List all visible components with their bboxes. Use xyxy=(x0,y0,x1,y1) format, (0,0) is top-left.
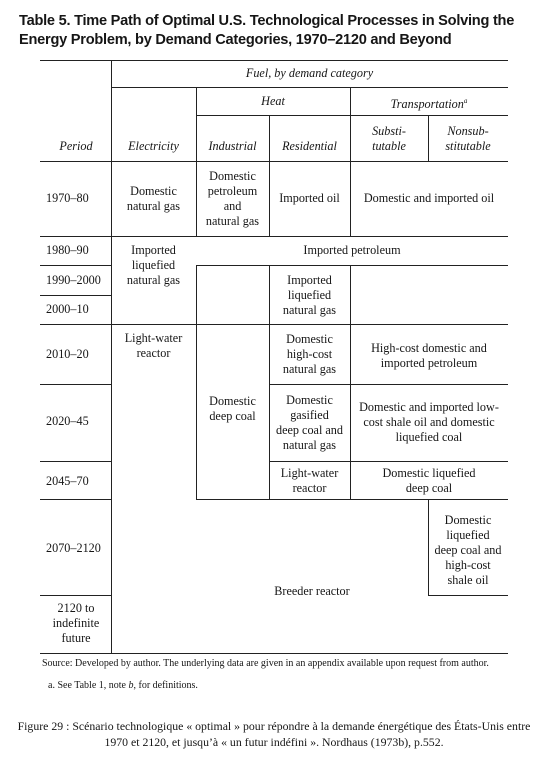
header-transportation: Transportation$^a$ xyxy=(390,97,468,112)
period-1970-80: 1970–80 xyxy=(46,191,89,205)
rule-1990 xyxy=(40,295,112,296)
rule-2020 xyxy=(40,461,112,462)
cell-residential-2045: Light-water reactor xyxy=(280,466,339,495)
col-electricity-rule-b xyxy=(196,265,197,499)
rule-nonsub-bottom xyxy=(428,595,508,596)
period-2000-10: 2000–10 xyxy=(46,302,89,316)
period-1990-2000: 1990–2000 xyxy=(46,273,101,287)
table-source: Source: Developed by author. The underlying data are given in an appendix available upon request from author. xyxy=(42,658,489,669)
rule-1980-heat xyxy=(196,265,508,266)
header-substitutable: Substi- tutable xyxy=(372,124,406,153)
table-title: Table 5. Time Path of Optimal U.S. Technological Processes in Solving the Energy Problem, by Demand Categories, 1970–2120 and Beyond xyxy=(19,13,515,48)
header-nonsubstitutable: Nonsub- stitutable xyxy=(445,124,491,153)
header-residential: Residential xyxy=(282,139,337,153)
col-industrial-rule-a xyxy=(269,115,270,236)
cell-residential-1970: Imported oil xyxy=(279,191,340,205)
rule-2020-res xyxy=(269,461,508,462)
table-footnote: a. See Table 1, note b, for definitions. xyxy=(48,680,198,691)
cell-electricity-1980: Imported liquefied natural gas xyxy=(126,243,181,287)
col-residential-rule-b xyxy=(350,265,351,499)
cell-electricity-1970: Domestic natural gas xyxy=(126,184,181,213)
header-industrial: Industrial xyxy=(208,139,257,153)
header-fuel: Fuel, by demand category xyxy=(245,66,374,80)
header-heat: Heat xyxy=(261,94,285,108)
period-2045-70: 2045–70 xyxy=(46,474,89,488)
rule-bottom xyxy=(40,653,508,654)
header-period: Period xyxy=(59,139,93,153)
cell-breeder-reactor: Breeder reactor xyxy=(274,584,350,598)
header-electricity: Electricity xyxy=(128,139,179,153)
period-2120-indefinite: 2120 to indefinite future xyxy=(52,601,100,645)
cell-nonsubstitutable-2070: Domestic liquefied deep coal and high-cost shale oil xyxy=(434,513,502,587)
period-2010-20: 2010–20 xyxy=(46,347,89,361)
period-1980-90: 1980–90 xyxy=(46,243,89,257)
rule-2070 xyxy=(40,595,112,596)
cell-industrial-1970: Domestic petroleum and natural gas xyxy=(205,169,260,228)
cell-transportation-2010: High-cost domestic and imported petroleum xyxy=(371,341,487,370)
period-2020-45: 2020–45 xyxy=(46,414,89,428)
rule-heat xyxy=(196,115,508,116)
cell-electricity-2000: Light-water reactor xyxy=(124,331,183,360)
cell-transportation-2020: Domestic and imported low- cost shale oil and domestic liquefied coal xyxy=(359,400,499,444)
cell-heat-1980: Imported petroleum xyxy=(303,243,401,257)
rule-2045-heat xyxy=(196,499,508,500)
rule-2010 xyxy=(40,384,112,385)
rule-fuel xyxy=(111,87,508,88)
cell-residential-2020: Domestic gasified deep coal and natural gas xyxy=(276,393,343,452)
rule-1980 xyxy=(40,265,112,266)
cell-transportation-2045: Domestic liquefied deep coal xyxy=(382,466,476,495)
cell-transportation-1970: Domestic and imported oil xyxy=(363,191,495,205)
cell-residential-1990: Imported liquefied natural gas xyxy=(282,273,337,317)
period-2070-2120: 2070–2120 xyxy=(46,541,101,555)
cell-industrial-2000: Domestic deep coal xyxy=(209,394,256,423)
rule-2010-res xyxy=(269,384,508,385)
figure-caption: Figure 29 : Scénario technologique « optimal » pour répondre à la demande énergétique des États-Unis entre 1970 et 2120, et jusqu’à « un futur indéfini ». Nordhaus (1973b), p.552. xyxy=(17,719,531,749)
rule-2045 xyxy=(40,499,112,500)
transportation-footnote-mark: a xyxy=(463,97,468,105)
cell-residential-2010: Domestic high-cost natural gas xyxy=(282,332,337,376)
